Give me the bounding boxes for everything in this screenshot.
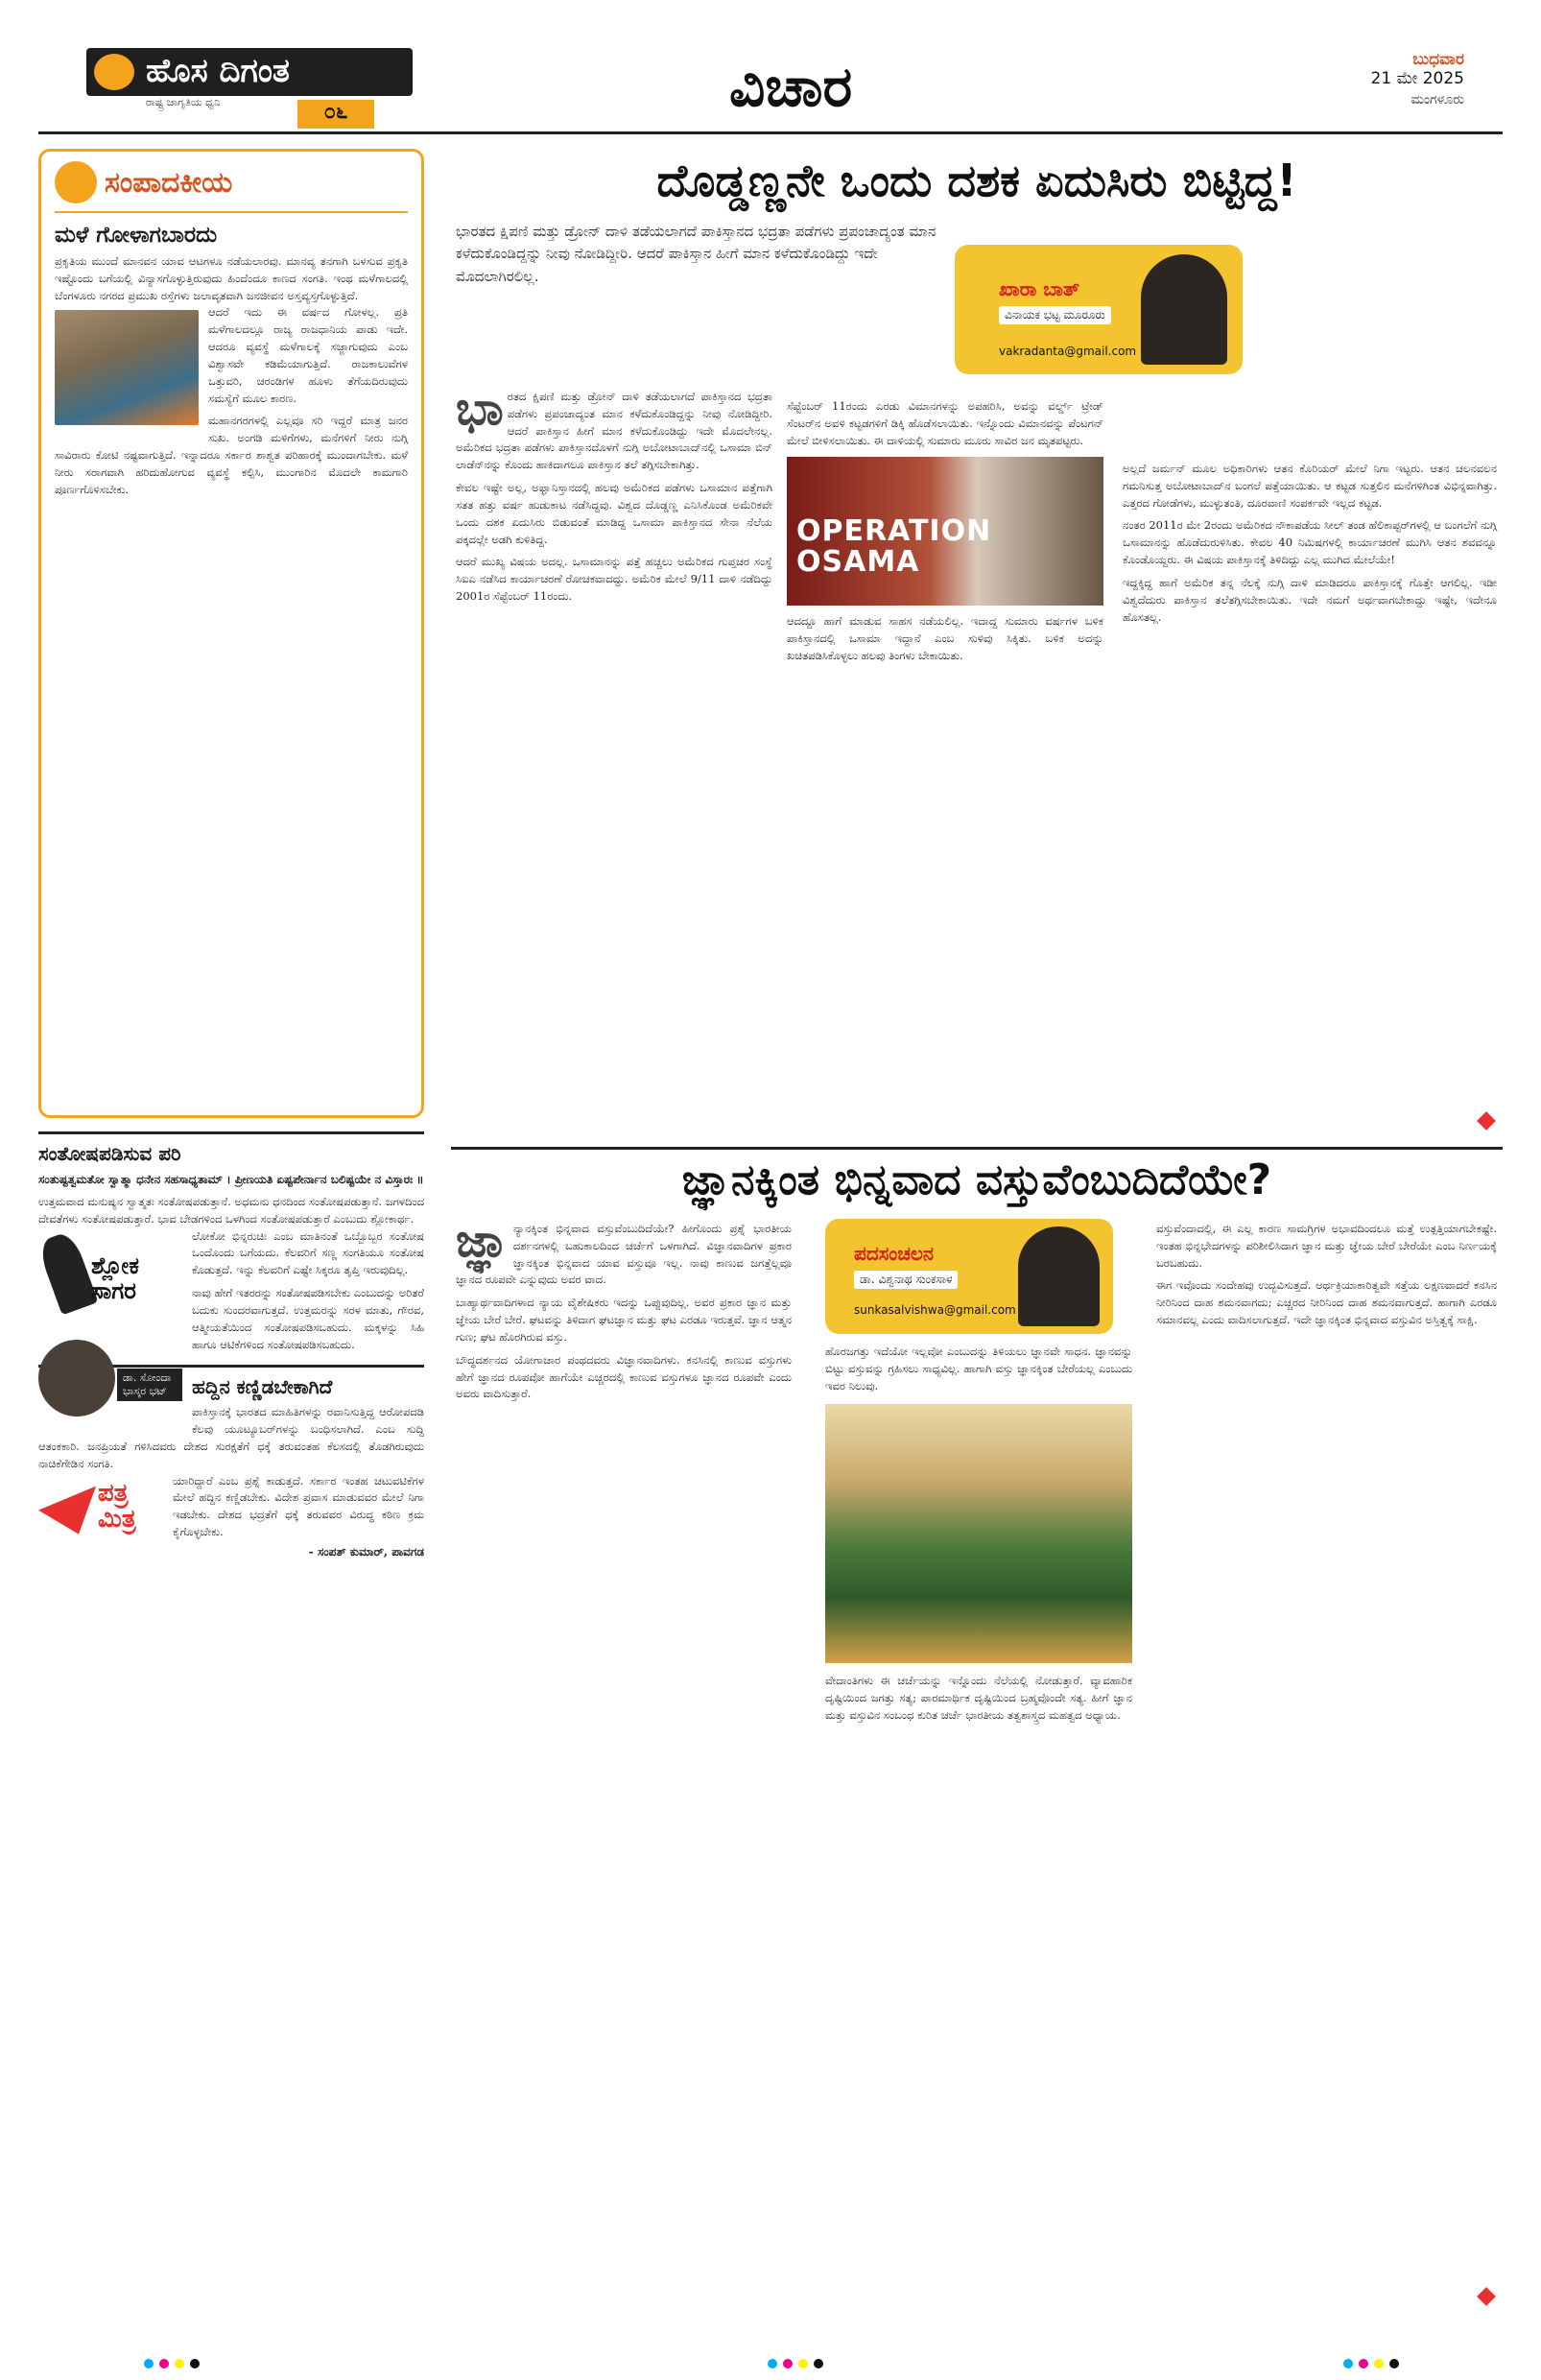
editorial-headline[interactable]: ಮಳೆ ಗೋಳಾಗಬಾರದು xyxy=(55,223,218,248)
columnist-name: ಡಾ. ವಿಶ್ವನಾಥ ಸುಂಕಸಾಳ xyxy=(854,1271,958,1289)
section-divider xyxy=(451,1147,1503,1150)
badge-title-line: ಶ್ಲೋಕ xyxy=(91,1251,139,1279)
photo-caption xyxy=(796,516,991,577)
cyan-dot xyxy=(768,2359,777,2368)
magenta-dot xyxy=(1359,2359,1368,2368)
article-paragraph: ಸೆಪ್ಟೆಂಬರ್ 11ರಂದು ಎರಡು ವಿಮಾನಗಳನ್ನು ಅಪಹರಿಸಿ, ಅವನ್ನು ವರ್ಲ್ಡ್ ಟ್ರೇಡ್ ಸೆಂಟರ್‌ನ ಅವಳಿ ಕಟ್ಟಡಗಳಿಗೆ ಡಿಕ್ಕಿ ಹೊಡೆಸಲಾಯಿತು. ಇನ್ನೊಂದು ವಿಮಾನವನ್ನು ಪೆಂಟಗನ್ ಮೇಲೆ ಬೀಳಿಸಲಾಯಿತು. ಈ ದಾಳಿಯಲ್ಲಿ ಸುಮಾರು ಮೂರು ಸಾವಿರ ಜನ ಮೃತಪಟ್ಟರು. xyxy=(787,399,1103,447)
article-paragraph: ಇದ್ದಕ್ಕಿದ್ದ ಹಾಗೆ ಅಮೆರಿಕ ತನ್ನ ನೆಲಕ್ಕೆ ನುಗ್ಗಿ ದಾಳಿ ಮಾಡಿದರೂ ಪಾಕಿಸ್ತಾನಕ್ಕೆ ಗೊತ್ತೇ ಆಗಲಿಲ್ಲ. ಇಡೀ ವಿಶ್ವದೆದುರು ಪಾಕಿಸ್ತಾನ ತಲೆತಗ್ಗಿಸಬೇಕಾಯಿತು. ಇದೇ ನಮಗೆ ಅರ್ಥವಾಗಬೇಕಾದ್ದು ಇಷ್ಟೇ, ಇದೇನೂ ಹೊಸತಲ್ಲ. xyxy=(1123,575,1497,624)
dropcap: ಭಾ xyxy=(456,382,504,436)
article-1 xyxy=(451,149,1503,1137)
letter-signature: - ಸಂಪತ್ ಕುಮಾರ್, ಪಾವಗಡ xyxy=(308,1544,424,1559)
logo-title: ಹೊಸ ದಿಗಂತ xyxy=(86,48,413,96)
article-paragraph-text: ರತದ ಕ್ಷಿಪಣಿ ಮತ್ತು ಡ್ರೋನ್ ದಾಳಿ ತಡೆಯಲಾಗದೆ ಪಾಕಿಸ್ತಾನದ ಭದ್ರತಾ ಪಡೆಗಳು ಪ್ರಪಂಚಾದ್ಯಂತ ಮಾನ ಕಳೆದುಕೊಂಡಿದ್ದನ್ನು ನೀವು ನೋಡಿದ್ದೀರಿ. ಆದರೆ ಪಾಕಿಸ್ತಾನ ಹೀಗೆ ಮಾನ ಕಳೆದುಕೊಂಡಿದ್ದು ಇದೇ ಮೊದಲೇನಲ್ಲ. ಅಮೆರಿಕದ ಭದ್ರತಾ ಪಡೆಗಳು ಪಾಕಿಸ್ತಾನದೊಳಗೆ ನುಗ್ಗಿ ಅಬೋಟಾಬಾದ್‌ನಲ್ಲಿ ಒಸಾಮಾ ಬಿನ್ ಲಾಡೆನ್‌ನನ್ನು ಕೊಂದು ಹಾಕಿದಾಗಲೂ ಪಾಕಿಸ್ತಾನ ತಲೆ ತಗ್ಗಿಸಬೇಕಾಗಿತ್ತು. xyxy=(456,390,772,472)
photo-caption-line: OSAMA xyxy=(796,544,920,579)
section-title: ವಿಚಾರ xyxy=(729,54,853,119)
columnist-email[interactable]: sunkasalvishwa@gmail.com xyxy=(854,1303,1016,1317)
article-paragraph: ಕೇವಲ ಇಷ್ಟೇ ಅಲ್ಲ, ಅಫ್ಘಾನಿಸ್ತಾನದಲ್ಲಿ ಹಲವು ಅಮೆರಿಕದ ಪಡೆಗಳು ಒಸಾಮಾನ ಪತ್ತೆಗಾಗಿ ಸತತ ಹತ್ತು ವರ್ಷ ಹುಡುಕಾಟ ನಡೆಸಿದ್ದವು. ವಿಶ್ವದ ದೊಡ್ಡಣ್ಣ ಎನಿಸಿಕೊಂಡ ಅಮೆರಿಕವೇ ಒಂದು ದಶಕ ಏದುಸಿರು ಬಿಡುವಂತೆ ಮಾಡಿದ್ದ ಒಸಾಮಾ ಪಾಕಿಸ್ತಾನದ ಸೇನಾ ನೆಲೆಯ ಪಕ್ಕದಲ್ಲೇ ಅಡಗಿ ಕುಳಿತಿದ್ದ. xyxy=(456,481,772,546)
logo-tagline: ರಾಷ್ಟ್ರ ಜಾಗೃತಿಯ ಧ್ವನಿ xyxy=(146,96,221,108)
yellow-dot xyxy=(175,2359,184,2368)
article-1-column-b xyxy=(787,398,1103,665)
article-2-headline[interactable]: ಜ್ಞಾನಕ್ಕಿಂತ ಭಿನ್ನವಾದ ವಸ್ತುವೆಂಬುದಿದೆಯೇ? xyxy=(681,1155,1272,1204)
operation-osama-photo xyxy=(787,457,1103,606)
date-block xyxy=(1371,50,1464,107)
mitra-label: ಮಿತ್ರ xyxy=(98,1504,136,1534)
end-marker-icon xyxy=(1477,1111,1496,1130)
article-1-headline[interactable]: ದೊಡ್ಡಣ್ಣನೇ ಒಂದು ದಶಕ ಏದುಸಿರು ಬಿಟ್ಟಿದ್ದ! xyxy=(656,155,1297,206)
article-2 xyxy=(451,1152,1503,2332)
column-name: ಖಾರಾ ಬಾತ್ xyxy=(999,277,1080,300)
photo-caption-line: OPERATION xyxy=(796,514,992,549)
editorial-paragraph: ಮಹಾನಗರಗಳಲ್ಲಿ ಎಲ್ಲವೂ ಸರಿ ಇದ್ದರೆ ಮಾತ್ರ ಜನರ ಸುಖ. ಅಂಗಡಿ ಮಳಿಗೆಗಳು, ಮನೆಗಳಿಗೆ ನೀರು ನುಗ್ಗಿ ಸಾವಿರಾರು ಕೋಟಿ ನಷ್ಟವಾಗುತ್ತಿದೆ. ಇನ್ನಾದರೂ ಸರ್ಕಾರ ಶಾಶ್ವತ ಪರಿಹಾರಕ್ಕೆ ಮುಂದಾಗಬೇಕು. ಮಳೆ ನೀರು ಸರಾಗವಾಗಿ ಹರಿದುಹೋಗುವ ವ್ಯವಸ್ಥೆ ಕಲ್ಪಿಸಿ, ಮುಂಗಾರಿನ ಮೊದಲೇ ಕಾಮಗಾರಿ ಪೂರ್ಣಗೊಳಿಸಬೇಕು. xyxy=(55,414,408,496)
columnist-name: ವಿನಾಯಕ ಭಟ್ಟ ಮೂರೂರು xyxy=(999,306,1111,324)
editorial-emblem-icon xyxy=(55,161,97,203)
dropcap: ಜ್ಞಾ xyxy=(456,1214,510,1268)
article-paragraph: ಹೊರಜಗತ್ತು ಇದೆಯೋ ಇಲ್ಲವೋ ಎಂಬುದನ್ನು ತಿಳಿಯಲು ಜ್ಞಾನವೇ ಸಾಧನ. ಜ್ಞಾನವನ್ನು ಬಿಟ್ಟು ವಸ್ತುವನ್ನು ಗ್ರಹಿಸಲು ಸಾಧ್ಯವಿಲ್ಲ. ಹಾಗಾಗಿ ವಸ್ತು ಜ್ಞಾನಕ್ಕಿಂತ ಬೇರೆಯಲ್ಲ ಎಂಬುದು ಇವರ ನಿಲುವು. xyxy=(825,1345,1132,1392)
santosha-paragraph: ಉತ್ತಮವಾದ ಮನುಷ್ಯನ ಸ್ವಾತ್ಮತಃ ಸಂತೋಷಪಡುತ್ತಾನೆ. ಅಧಮನು ಧನದಿಂದ ಸಂತೋಷಪಡುತ್ತಾನೆ. ಜಗಳದಿಂದ ದೇವತೆಗಳು ಸಂತೋಷಪಡುತ್ತಾರೆ. ಭಾವ ಬೇಡಗಳಿಂದ ಒಳಗಿಂದ ಸಂತೋಷಪಡುತ್ತಾರೆ ಎಂಬುದು ಶ್ಲೋಕಾರ್ಥ. xyxy=(38,1195,424,1226)
masthead xyxy=(38,38,1503,134)
columnist-box xyxy=(955,245,1243,374)
letter-paragraph: ಪಾಕಿಸ್ತಾನಕ್ಕೆ ಭಾರತದ ಮಾಹಿತಿಗಳನ್ನು ರವಾನಿಸುತ್ತಿದ್ದ ಆರೋಪದಡಿ ಕೆಲವು ಯೂಟ್ಯೂಬರ್‌ಗಳನ್ನು ಬಂಧಿಸಲಾಗಿದೆ. ಎಂಬ ಸುದ್ದಿ ಆತಂಕಕಾರಿ. ಜನಪ್ರಿಯತೆ ಗಳಿಸಿದವರು ದೇಶದ ಸುರಕ್ಷತೆಗೆ ಧಕ್ಕೆ ತರುವಂತಹ ಕೆಲಸದಲ್ಲಿ ತೊಡಗಿರುವುದು ನಾಚಿಕೆಗೇಡಿನ ಸಂಗತಿ. xyxy=(38,1405,424,1470)
editorial-paragraph: ಆದರೆ ಇದು ಈ ವರ್ಷದ ಗೋಳಲ್ಲ. ಪ್ರತಿ ಮಳೆಗಾಲದಲ್ಲೂ ರಾಜ್ಯ ರಾಜಧಾನಿಯ ಪಾಡು ಇದೇ. ಆದರೂ ವ್ಯವಸ್ಥೆ ಮಳೆಗಾಲಕ್ಕೆ ಸಜ್ಜಾಗುವುದು ಎಂಬ ವಿಶ್ವಾಸವೇ ಕಡಿಮೆಯಾಗುತ್ತಿದೆ. ರಾಜಕಾಲುವೆಗಳ ಒತ್ತುವರಿ, ಚರಂಡಿಗಳ ಹೂಳು ತೆಗೆಯದಿರುವುದು ಸಮಸ್ಯೆಗೆ ಮೂಲ ಕಾರಣ. xyxy=(208,305,408,405)
article-paragraph xyxy=(456,382,772,474)
philosophers-painting xyxy=(825,1404,1132,1663)
yellow-dot xyxy=(798,2359,808,2368)
logo-emblem-icon xyxy=(94,54,134,90)
editorial-header xyxy=(55,161,408,213)
santosha-paragraph: ನಾವು ಹೇಗೆ ಇತರರನ್ನು ಸಂತೋಷಪಡಿಸಬೇಕು ಎಂಬುದನ್ನು ಅರಿತರೆ ಬದುಕು ಸುಂದರವಾಗುತ್ತದೆ. ಉತ್ತಮರನ್ನು ಸರಳ ಮಾತು, ಗೌರವ, ಆತ್ಮೀಯತೆಯಿಂದ ಸಂತೋಷಪಡಿಸಬಹುದು. ಮಕ್ಕಳನ್ನು ಸಿಹಿ ಹಾಗೂ ಆಟಿಕೆಗಳಿಂದ ಸಂತೋಷಪಡಿಸಬಹುದು. xyxy=(192,1286,424,1351)
letter-headline[interactable]: ಹದ್ದಿನ ಕಣ್ಣಿಡಬೇಕಾಗಿದೆ xyxy=(192,1375,333,1399)
patra-mitra-label xyxy=(98,1478,136,1534)
columnist-avatar xyxy=(1018,1226,1100,1326)
registration-marks xyxy=(1343,2359,1399,2368)
end-marker-icon xyxy=(1477,2287,1496,2306)
page-number: ೦೬ xyxy=(297,100,374,129)
badge-title xyxy=(91,1253,139,1304)
patra-label: ಪತ್ರ xyxy=(98,1478,129,1508)
registration-marks xyxy=(768,2359,823,2368)
left-column xyxy=(38,149,424,1567)
shloka-text: ಸಂತುಷ್ಟತ್ವಮತೋ ಸ್ವಾತ್ಮಾ ಧನೇನ ಸಹಸಾಧ್ಯತಾಮ್ । ಪ್ರೀಣಯತಿ ಏಷ್ಟಪೇರ್ನಾನ ಬಲಿಷ್ಟಯೇ ನ ವಿಸ್ತಾರಃ ॥ xyxy=(38,1173,424,1186)
paper-plane-icon xyxy=(38,1487,96,1535)
editorial-label: ಸಂಪಾದಕೀಯ xyxy=(105,165,233,200)
edition-city: ಮಂಗಳೂರು xyxy=(1411,92,1464,107)
letter-paragraph: ಯಾರಿದ್ದಾರೆ ಎಂಬ ಪ್ರಶ್ನೆ ಕಾಡುತ್ತದೆ. ಸರ್ಕಾರ ಇಂತಹ ಚಟುವಟಿಕೆಗಳ ಮೇಲೆ ಹದ್ದಿನ ಕಣ್ಣಿಡಬೇಕು. ವಿದೇಶ ಪ್ರವಾಸ ಮಾಡುವವರ ಮೇಲೆ ನಿಗಾ ಇಡಬೇಕು. ದೇಶದ ಭದ್ರತೆಗೆ ಧಕ್ಕೆ ತರುವವರ ವಿರುದ್ಧ ಕಠಿಣ ಕ್ರಮ ಕೈಗೊಳ್ಳಬೇಕು. xyxy=(173,1473,424,1538)
columnist-avatar xyxy=(1141,254,1227,365)
black-dot xyxy=(190,2359,200,2368)
registration-marks xyxy=(144,2359,200,2368)
quill-icon xyxy=(36,1229,99,1315)
article-paragraph: ಬೌದ್ಧದರ್ಶನದ ಯೋಗಾಚಾರ ಪಂಥದವರು ವಿಜ್ಞಾನವಾದಿಗಳು. ಕನಸಿನಲ್ಲಿ ಕಾಣುವ ವಸ್ತುಗಳು ಹೇಗೆ ಜ್ಞಾನದ ರೂಪವೋ ಹಾಗೆಯೇ ಎಚ್ಚರದಲ್ಲಿ ಕಾಣುವ ವಸ್ತುಗಳೂ ಜ್ಞಾನದ ರೂಪವೇ ಎಂದು ಅವರು ವಾದಿಸುತ್ತಾರೆ. xyxy=(456,1352,792,1401)
article-paragraph: ಆದರೆ ಮುಖ್ಯ ವಿಷಯ ಅದಲ್ಲ. ಒಸಾಮಾನನ್ನು ಪತ್ತೆ ಹಚ್ಚಲು ಅಮೆರಿಕದ ಗುಪ್ತಚರ ಸಂಸ್ಥೆ ಸಿಐಎ ನಡೆಸಿದ ಕಾರ್ಯಾಚರಣೆ ರೋಚಕವಾದದ್ದು. ಅಮೆರಿಕ ಮೇಲೆ 9/11 ದಾಳಿ ನಡೆದಿದ್ದು 2001ರ ಸೆಪ್ಟೆಂಬರ್ 11ರಂದು. xyxy=(456,555,772,603)
magenta-dot xyxy=(159,2359,169,2368)
cyan-dot xyxy=(1343,2359,1353,2368)
article-paragraph: ಆದದ್ದೂ ಹಾಗೆ ಮಾಡುವ ಸಾಹಸ ನಡೆಯಲಿಲ್ಲ. ಇದಾದ್ದ ಸುಮಾರು ವರ್ಷಗಳ ಬಳಿಕ ಪಾಕಿಸ್ತಾನದಲ್ಲಿ ಒಸಾಮಾ ಇದ್ದಾನೆ ಎಂಬ ಸುಳಿವು ಸಿಕ್ಕಿತು. ಬಳಿಕ ಅದನ್ನು ಖಚಿತಪಡಿಸಿಕೊಳ್ಳಲು ಹಲವು ತಿಂಗಳು ಬೇಕಾಯಿತು. xyxy=(787,614,1103,663)
article-2-column-c xyxy=(1156,1221,1497,1329)
editorial-box xyxy=(38,149,424,1118)
cyan-dot xyxy=(144,2359,154,2368)
article-paragraph: ಬಾಹ್ಯಾರ್ಥವಾದಿಗಳಾದ ನ್ಯಾಯ ವೈಶೇಷಿಕರು ಇದನ್ನು ಒಪ್ಪುವುದಿಲ್ಲ. ಅವರ ಪ್ರಕಾರ ಜ್ಞಾನ ಮತ್ತು ಜ್ಞೇಯ ಬೇರೆ ಬೇರೆ. ಘಟವನ್ನು ತಿಳಿದಾಗ ಘಟಜ್ಞಾನ ಮತ್ತು ಘಟ ಎರಡೂ ಇರುತ್ತವೆ. ಜ್ಞಾನ ಆತ್ಮನ ಗುಣ; ಘಟ ಹೊರಗಿರುವ ವಸ್ತು. xyxy=(456,1296,792,1344)
article-1-column-a xyxy=(456,382,772,606)
columnist-email[interactable]: vakradanta@gmail.com xyxy=(999,345,1137,358)
santosha-paragraph: ಲೋಕೋ ಭಿನ್ನರುಚಿಃ ಎಂಬ ಮಾತಿನಂತೆ ಒಬ್ಬೊಬ್ಬರ ಸಂತೋಷ ಒಂದೊಂದು ಬಗೆಯದು. ಕೆಲವರಿಗೆ ಸಣ್ಣ ಸಂಗತಿಯೂ ಸಂತೋಷ ಕೊಡುತ್ತದೆ. ಇನ್ನು ಕೆಲವರಿಗೆ ಎಷ್ಟೇ ಸಿಕ್ಕರೂ ತೃಪ್ತಿ ಇರುವುದಿಲ್ಲ. xyxy=(192,1228,424,1277)
patra-mitra-badge xyxy=(38,1477,163,1563)
newspaper-logo[interactable] xyxy=(86,48,432,123)
article-paragraph: ವೇದಾಂತಿಗಳು ಈ ಚರ್ಚೆಯನ್ನು ಇನ್ನೊಂದು ನೆಲೆಯಲ್ಲಿ ನೋಡುತ್ತಾರೆ. ವ್ಯಾವಹಾರಿಕ ದೃಷ್ಟಿಯಿಂದ ಜಗತ್ತು ಸತ್ಯ; ಪಾರಮಾರ್ಥಿಕ ದೃಷ್ಟಿಯಿಂದ ಬ್ರಹ್ಮವೊಂದೇ ಸತ್ಯ. ಹೀಗೆ ಜ್ಞಾನ ಮತ್ತು ವಸ್ತುವಿನ ಸಂಬಂಧ ಕುರಿತ ಚರ್ಚೆ ಭಾರತೀಯ ತತ್ವಶಾಸ್ತ್ರದ ಮಹತ್ವದ ಅಧ್ಯಾಯ. xyxy=(825,1674,1132,1723)
author-avatar xyxy=(38,1340,115,1416)
article-1-intro: ಭಾರತದ ಕ್ಷಿಪಣಿ ಮತ್ತು ಡ್ರೋನ್ ದಾಳಿ ತಡೆಯಲಾಗದೆ ಪಾಕಿಸ್ತಾನದ ಭದ್ರತಾ ಪಡೆಗಳು ಪ್ರಪಂಚಾದ್ಯಂತ ಮಾನ ಕಳೆದುಕೊಂಡಿದ್ದನ್ನು ನೀವು ನೋಡಿದ್ದೀರಿ. ಆದರೆ ಪಾಕಿಸ್ತಾನ ಹೀಗೆ ಮಾನ ಕಳೆದುಕೊಂಡಿದ್ದು ಇದೇ ಮೊದಲಾಗಿರಲಿಲ್ಲ. xyxy=(456,223,936,285)
shloka-sagara-badge xyxy=(38,1234,182,1426)
editorial-paragraph: ಪ್ರಕೃತಿಯ ಮುಂದೆ ಮಾನವನ ಯಾವ ಆಟಗಳೂ ನಡೆಯಲಾರವು. ಮಾನವ್ಯ ತನಗಾಗಿ ಬಳಸುವ ಪ್ರಕೃತಿ ಇಷ್ಟೊಂದು ಬಗೆಯಲ್ಲಿ ವಿನ್ಯಾಸಗೊಳ್ಳುತ್ತಿರುವುದು ಹಿಂದೆಂದೂ ಕಾಣದ ಸಂಗತಿ. ಇಂಥ ಮಳೆಗಾಲದಲ್ಲಿ ಬೆಂಗಳೂರು ನಗರದ ಪ್ರಮುಖ ರಸ್ತೆಗಳು ಜಲಾವೃತವಾಗಿ ಜನಜೀವನ ಅಸ್ತವ್ಯಸ್ತಗೊಳ್ಳುತ್ತಿದೆ. xyxy=(55,254,408,302)
article-paragraph-text: ನ್ಯಾನಕ್ಕಿಂತ ಭಿನ್ನವಾದ ವಸ್ತುವೆಂಬುದಿದೆಯೇ? ಹೀಗೊಂದು ಪ್ರಶ್ನೆ ಭಾರತೀಯ ದರ್ಶನಗಳಲ್ಲಿ ಬಹುಕಾಲದಿಂದ ಚರ್ಚೆಗೆ ಒಳಗಾಗಿದೆ. ವಿಜ್ಞಾನವಾದಿಗಳ ಪ್ರಕಾರ ಜ್ಞಾನಕ್ಕಿಂತ ಭಿನ್ನವಾದ ಯಾವ ವಸ್ತುವೂ ಇಲ್ಲ. ನಾವು ಕಾಣುವ ಜಗತ್ತೆಲ್ಲವೂ ಜ್ಞಾನದ ರೂಪವೇ ಎನ್ನುವುದು ಅವರ ವಾದ. xyxy=(456,1222,792,1287)
article-paragraph: ಅಲ್ಲದೆ ಜರ್ಮನ್ ಮೂಲ ಅಧಿಕಾರಿಗಳು ಆತನ ಕೊರಿಯರ್ ಮೇಲೆ ನಿಗಾ ಇಟ್ಟರು. ಆತನ ಚಲನವಲನ ಗಮನಿಸುತ್ತ ಅಬೋಟಾಬಾದ್‌ನ ಬಂಗಲೆ ಪತ್ತೆಯಾಯಿತು. ಆ ಕಟ್ಟಡ ಸುತ್ತಲಿನ ಮನೆಗಳಿಗಿಂತ ವಿಭಿನ್ನವಾಗಿತ್ತು. ಎತ್ತರದ ಗೋಡೆಗಳು, ಮುಳ್ಳುತಂತಿ, ದೂರವಾಣಿ ಸಂಪರ್ಕವೇ ಇಲ್ಲದ ಕಟ್ಟಡ. xyxy=(1123,462,1497,510)
columnist-box xyxy=(825,1219,1113,1334)
article-1-column-c xyxy=(1123,461,1497,626)
magenta-dot xyxy=(783,2359,793,2368)
article-paragraph: ನಂತರ 2011ರ ಮೇ 2ರಂದು ಅಮೆರಿಕದ ನೌಕಾಪಡೆಯ ಸೀಲ್ ತಂಡ ಹೆಲಿಕಾಪ್ಟರ್‌ಗಳಲ್ಲಿ ಆ ಬಂಗಲೆಗೆ ನುಗ್ಗಿ ಒಸಾಮಾನನ್ನು ಹೊಡೆದುರುಳಿಸಿತು. ಕೇವಲ 40 ನಿಮಿಷಗಳಲ್ಲಿ ಕಾರ್ಯಾಚರಣೆ ಮುಗಿಸಿ ಆತನ ಶವವನ್ನೂ ಕೊಂಡೊಯ್ದರು. ಈ ವಿಷಯ ಪಾಕಿಸ್ತಾನಕ್ಕೆ ತಿಳಿದಿದ್ದು ಎಲ್ಲ ಮುಗಿದ ಮೇಲೆಯೇ! xyxy=(1123,518,1497,567)
black-dot xyxy=(1389,2359,1399,2368)
flood-rescue-photo xyxy=(55,310,199,425)
badge-title-line: ಸಾಗರ xyxy=(91,1277,136,1305)
article-paragraph: ಈಗ ಇವೊಂದು ಸಂದೇಹವು ಉದ್ಭವಿಸುತ್ತದೆ. ಅರ್ಥಕ್ರಿಯಾಕಾರಿತ್ವವೇ ಸತ್ತೆಯ ಲಕ್ಷಣವಾದರೆ ಕನಸಿನ ನೀರಿನಿಂದ ದಾಹ ಶಮನವಾಗದು; ಎಚ್ಚರದ ನೀರಿನಿಂದ ದಾಹ ಶಮನವಾಗುತ್ತದೆ. ಹಾಗಾಗಿ ಎರಡೂ ಸಮಾನವಲ್ಲ ಎಂದು ವಾದಿಸಲಾಗುತ್ತದೆ. ಇದೇ ಜ್ಞಾನಕ್ಕಿಂತ ಭಿನ್ನವಾದ ವಸ್ತುವಿನ ಅಸ್ತಿತ್ವಕ್ಕೆ ಸಾಕ್ಷಿ. xyxy=(1156,1278,1497,1327)
article-paragraph: ವಸ್ತುವೆಂದಾದಲ್ಲಿ, ಈ ಎಲ್ಲ ಕಾರಣ ಸಾಮಗ್ರಿಗಳ ಅಭಾವದಿಂದಲೂ ಮತ್ತೆ ಉತ್ಪತ್ತಿಯಾಗಬೇಕಷ್ಟೇ. ಇಂತಹ ಭಿನ್ನಭೇದಗಳನ್ನು ಪರಿಶೀಲಿಸಿದಾಗ ಜ್ಞಾನ ಮತ್ತು ಜ್ಞೇಯ ಬೇರೆ ಬೇರೆಯೇ ಎಂಬ ನಿರ್ಣಯಕ್ಕೆ ಬರಬಹುದು. xyxy=(1156,1222,1497,1270)
issue-date: 21 ಮೇ 2025 xyxy=(1370,69,1464,88)
author-name: ಡಾ. ಸೋಂದಾ ಭಾಸ್ಕರ ಭಟ್ xyxy=(117,1368,182,1401)
article-2-column-a xyxy=(456,1214,792,1403)
black-dot xyxy=(814,2359,823,2368)
article-paragraph xyxy=(456,1214,792,1289)
weekday: ಬುಧವಾರ xyxy=(1412,50,1464,69)
santosha-headline[interactable]: ಸಂತೋಷಪಡಿಸುವ ಪರಿ xyxy=(38,1142,181,1165)
article-2-column-b xyxy=(825,1344,1132,1725)
column-name: ಪದಸಂಚಲನ xyxy=(854,1242,934,1265)
yellow-dot xyxy=(1374,2359,1384,2368)
